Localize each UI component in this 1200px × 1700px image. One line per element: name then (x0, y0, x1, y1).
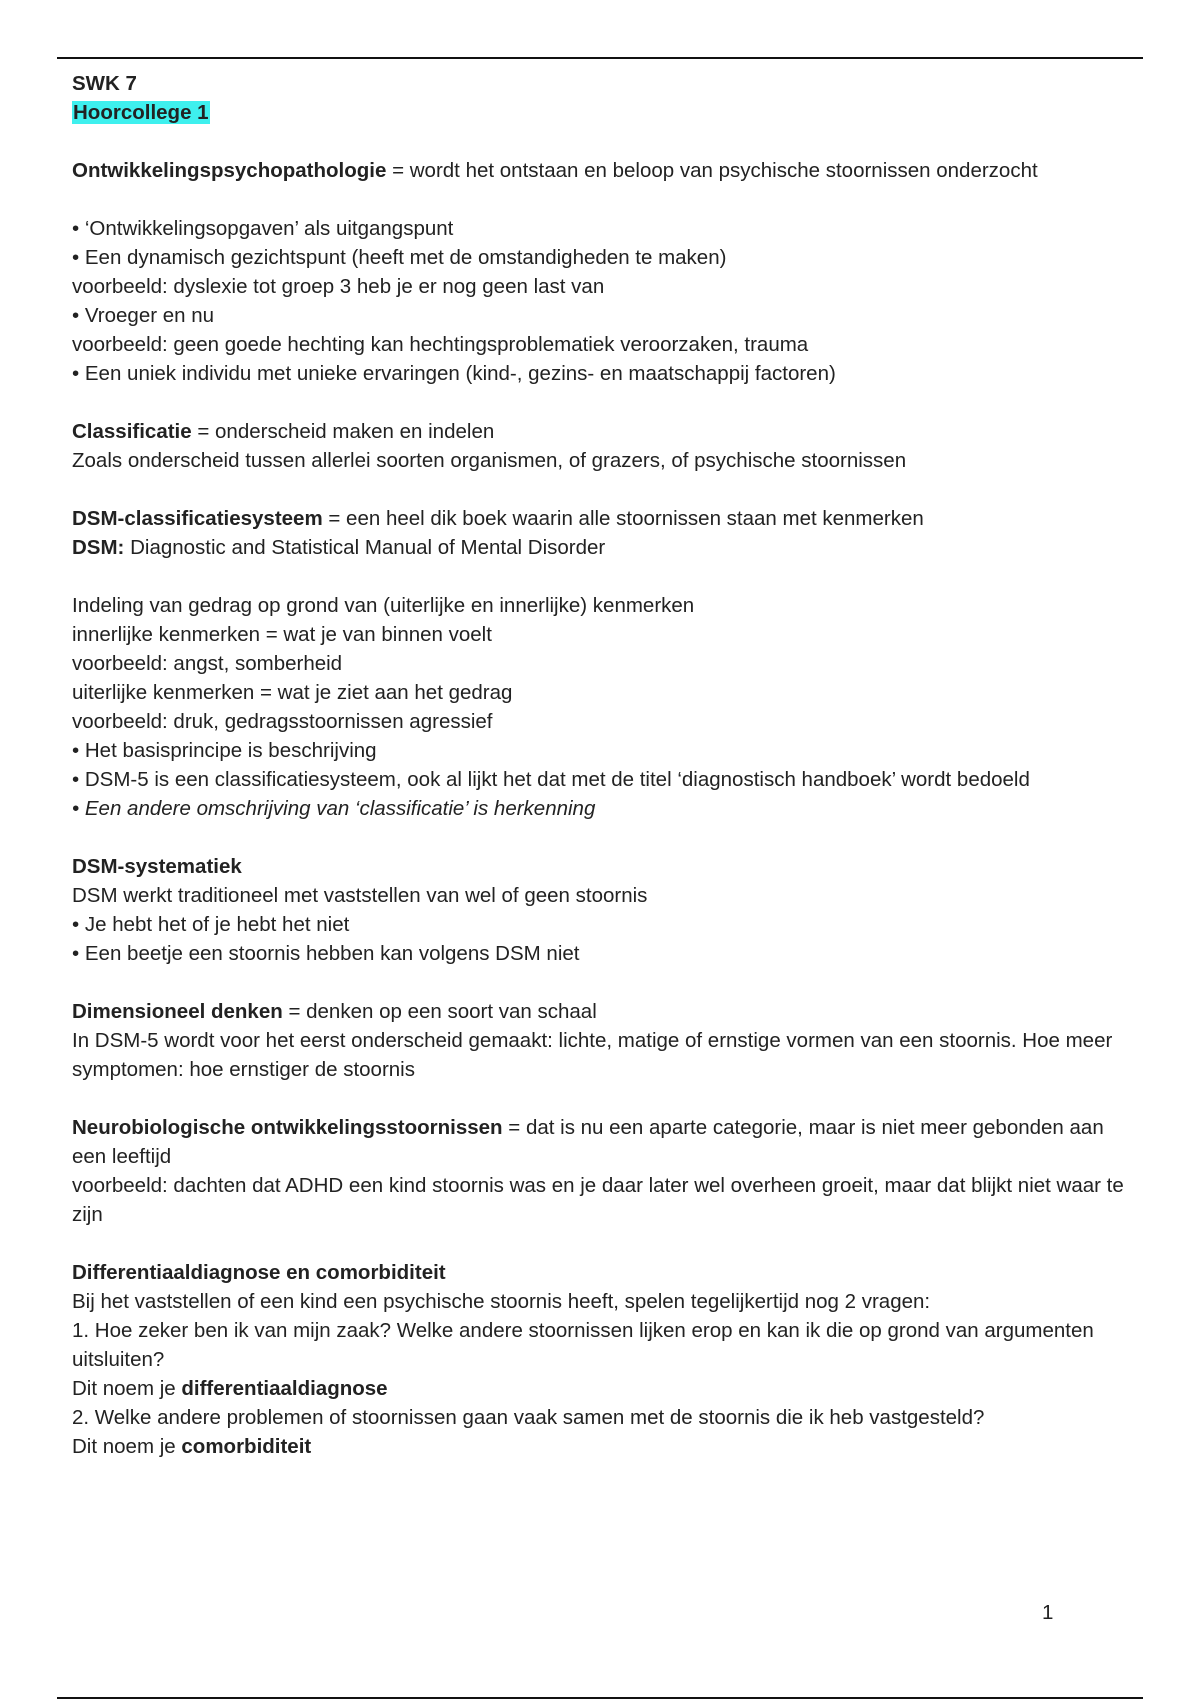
document-body (72, 69, 1132, 1461)
spacer (72, 127, 1132, 156)
dsm-abbr: DSM: (72, 536, 125, 559)
example-line: voorbeeld: druk, gedragsstoornissen agressief (72, 710, 493, 733)
indeling-line: uiterlijke kenmerken = wat je ziet aan het gedrag (72, 681, 513, 704)
page-number: 1 (1042, 1601, 1054, 1624)
term-line-1 (72, 1374, 1132, 1403)
list-item: • Het basisprincipe is beschrijving (72, 739, 377, 762)
lecture-heading: Hoorcollege 1 (73, 101, 209, 124)
top-rule (57, 57, 1143, 59)
lecture-heading-line (72, 98, 1132, 127)
example-line: voorbeeld: angst, somberheid (72, 652, 343, 675)
dsm-term: DSM-classificatiesysteem (72, 507, 323, 530)
list-item-italic: • Een andere omschrijving van ‘classificatie’ is herkenning (72, 797, 596, 820)
dimensioneel-text: = denken op een soort van schaal (282, 1000, 597, 1023)
list-item: • Vroeger en nu (72, 304, 215, 327)
dsm-text: = een heel dik boek waarin alle stoornissen staan met kenmerken (322, 507, 924, 530)
document-title: SWK 7 (72, 72, 137, 95)
dsm-abbreviation (72, 533, 1132, 562)
spacer (72, 562, 1132, 591)
neuro-definition (72, 1113, 1132, 1171)
ontwikkeling-text: = wordt het ontstaan en beloop van psychische stoornissen onderzocht (386, 159, 1038, 182)
term-line-2 (72, 1432, 1132, 1461)
indeling-line: Indeling van gedrag op grond van (uiterlijke en innerlijke) kenmerken (72, 594, 695, 617)
classificatie-line: Zoals onderscheid tussen allerlei soorten organismen, of grazers, of psychische stoornissen (72, 449, 907, 472)
example-line: voorbeeld: dyslexie tot groep 3 heb je er nog geen last van (72, 275, 605, 298)
ontwikkeling-definition (72, 156, 1132, 185)
question-2: 2. Welke andere problemen of stoornissen gaan vaak samen met de stoornis die ik heb vastgesteld? (72, 1406, 985, 1429)
bottom-rule (57, 1697, 1143, 1699)
dimensioneel-term: Dimensioneel denken (72, 1000, 283, 1023)
term-prefix: Dit noem je (72, 1435, 182, 1458)
spacer (72, 185, 1132, 214)
differentiaal-intro: Bij het vaststellen of een kind een psychische stoornis heeft, spelen tegelijkertijd nog 2 vragen: (72, 1290, 931, 1313)
list-item: • ‘Ontwikkelingsopgaven’ als uitgangspunt (72, 217, 454, 240)
dsm-definition (72, 504, 1132, 533)
differentiaaldiagnose-term: differentiaaldiagnose (181, 1377, 388, 1400)
spacer (72, 388, 1132, 417)
spacer (72, 475, 1132, 504)
neuro-text: = dat is nu een aparte categorie, maar is niet meer gebonden aan een leeftijd (72, 1116, 1104, 1168)
spacer (72, 1229, 1132, 1258)
dimensioneel-definition (72, 997, 1132, 1026)
spacer (72, 1084, 1132, 1113)
classificatie-definition (72, 417, 1132, 446)
differentiaal-heading: Differentiaaldiagnose en comorbiditeit (72, 1261, 446, 1284)
comorbiditeit-term: comorbiditeit (181, 1435, 312, 1458)
spacer (72, 823, 1132, 852)
systematiek-line: DSM werkt traditioneel met vaststellen van wel of geen stoornis (72, 884, 648, 907)
example-line: voorbeeld: geen goede hechting kan hechtingsproblematiek veroorzaken, trauma (72, 333, 809, 356)
dimensioneel-line: In DSM-5 wordt voor het eerst onderscheid gemaakt: lichte, matige of ernstige vormen van een stoornis. Hoe meer symptomen: hoe ernstiger de stoornis (72, 1029, 1113, 1081)
list-item: • Een dynamisch gezichtspunt (heeft met de omstandigheden te maken) (72, 246, 727, 269)
classificatie-text: = onderscheid maken en indelen (191, 420, 495, 443)
neuro-term: Neurobiologische ontwikkelingsstoornissen (72, 1116, 503, 1139)
question-1: 1. Hoe zeker ben ik van mijn zaak? Welke andere stoornissen lijken erop en kan ik die op grond van argumenten uitsluiten? (72, 1319, 1094, 1371)
list-item: • DSM-5 is een classificatiesysteem, ook al lijkt het dat met de titel ‘diagnostisch handboek’ wordt bedoeld (72, 768, 1030, 791)
ontwikkeling-term: Ontwikkelingspsychopathologie (72, 159, 387, 182)
classificatie-term: Classificatie (72, 420, 192, 443)
systematiek-heading: DSM-systematiek (72, 855, 242, 878)
list-item: • Je hebt het of je hebt het niet (72, 913, 350, 936)
spacer (72, 968, 1132, 997)
neuro-example: voorbeeld: dachten dat ADHD een kind stoornis was en je daar later wel overheen groeit, maar dat blijkt niet waar te zijn (72, 1174, 1124, 1226)
dsm-abbr-text: Diagnostic and Statistical Manual of Mental Disorder (124, 536, 606, 559)
list-item: • Een uniek individu met unieke ervaringen (kind-, gezins- en maatschappij factoren) (72, 362, 836, 385)
term-prefix: Dit noem je (72, 1377, 182, 1400)
list-item: • Een beetje een stoornis hebben kan volgens DSM niet (72, 942, 580, 965)
indeling-line: innerlijke kenmerken = wat je van binnen voelt (72, 623, 492, 646)
